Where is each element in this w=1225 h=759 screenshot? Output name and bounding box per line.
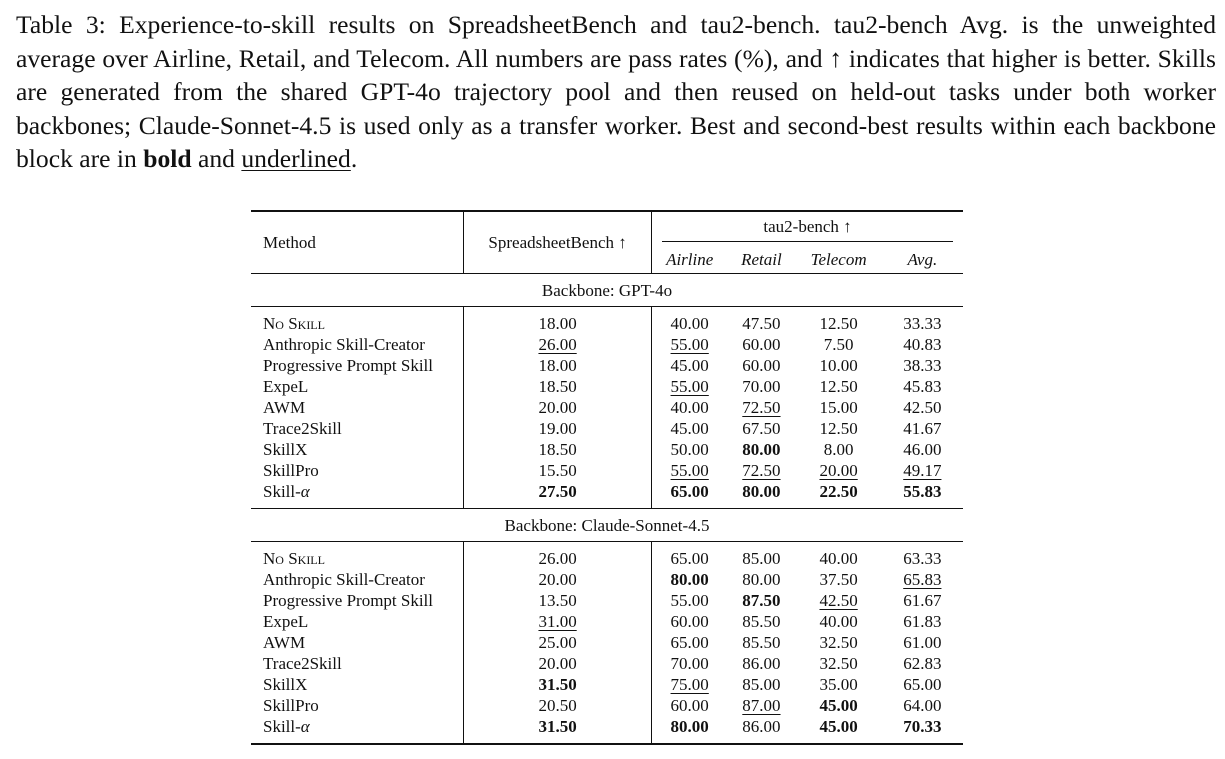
sb-value: 20.00 <box>538 398 577 417</box>
avg-value: 61.67 <box>903 591 942 610</box>
method-cell <box>251 439 464 460</box>
sb-value: 26.00 <box>538 335 577 354</box>
avg-cell <box>882 481 963 509</box>
sb-value: 15.50 <box>538 461 577 480</box>
retail-cell <box>727 418 795 439</box>
method-name: Progressive Prompt Skill <box>263 356 434 375</box>
method-cell <box>251 632 464 653</box>
sb-value: 18.00 <box>538 314 577 333</box>
telecom-value: 7.50 <box>823 335 854 354</box>
avg-cell <box>882 397 963 418</box>
header-row-1 <box>251 211 963 246</box>
caption-text: Table 3: Experience-to-skill results on SpreadsheetBench and tau2-bench. tau2-bench Avg. is the unweighted average over Airline, Retail, and Telecom. All numbers are pass rates (%), and ↑ indicates that higher is better. Skills are generated from the shared GPT-4o trajectory pool and then reused on held-out tasks under both worker backbones; Claude-Sonnet-4.5 is used only as a transfer worker. Best and second-best results within each backbone block are in <box>16 10 1216 173</box>
avg-cell <box>882 334 963 355</box>
telecom-value: 32.50 <box>819 633 858 652</box>
telecom-cell <box>796 307 882 335</box>
retail-cell <box>727 611 795 632</box>
airline-cell <box>652 376 728 397</box>
retail-value: 86.00 <box>742 654 781 673</box>
backbone-row <box>251 509 963 542</box>
retail-cell <box>727 355 795 376</box>
method-name: SkillPro <box>263 696 319 715</box>
table-row <box>251 397 963 418</box>
avg-value: 55.83 <box>903 482 942 501</box>
method-name: SkillX <box>263 440 308 459</box>
avg-cell <box>882 376 963 397</box>
telecom-cell <box>796 397 882 418</box>
sb-cell <box>464 418 652 439</box>
sb-cell <box>464 376 652 397</box>
retail-cell <box>727 542 795 570</box>
retail-value: 85.50 <box>742 612 781 631</box>
telecom-cell <box>796 569 882 590</box>
avg-cell <box>882 569 963 590</box>
method-name: ExpeL <box>263 612 309 631</box>
airline-cell <box>652 569 728 590</box>
retail-cell <box>727 569 795 590</box>
table-row <box>251 376 963 397</box>
avg-value: 65.83 <box>903 570 942 589</box>
caption-underlined-word: underlined <box>241 144 351 173</box>
sb-cell <box>464 334 652 355</box>
sb-value: 20.50 <box>538 696 577 715</box>
header-telecom: Telecom <box>810 249 867 269</box>
header-spreadsheetbench: SpreadsheetBench ↑ <box>464 211 652 274</box>
airline-cell <box>652 611 728 632</box>
sb-cell <box>464 569 652 590</box>
avg-cell <box>882 611 963 632</box>
sb-value: 31.50 <box>538 675 577 694</box>
telecom-value: 12.50 <box>819 314 858 333</box>
method-cell <box>251 569 464 590</box>
method-cell <box>251 611 464 632</box>
method-name: Skill- <box>263 482 301 501</box>
airline-value: 60.00 <box>670 696 709 715</box>
airline-value: 55.00 <box>670 377 709 396</box>
method-cell <box>251 355 464 376</box>
table-row <box>251 542 963 570</box>
telecom-value: 12.50 <box>819 419 858 438</box>
telecom-cell <box>796 376 882 397</box>
method-name: AWM <box>263 633 306 652</box>
table-row <box>251 569 963 590</box>
telecom-cell <box>796 334 882 355</box>
airline-value: 40.00 <box>670 398 709 417</box>
table-body <box>251 274 963 745</box>
retail-value: 86.00 <box>742 717 781 736</box>
table-row <box>251 307 963 335</box>
avg-cell <box>882 355 963 376</box>
retail-cell <box>727 439 795 460</box>
method-name: SkillPro <box>263 461 319 480</box>
airline-value: 45.00 <box>670 419 709 438</box>
sb-value: 25.00 <box>538 633 577 652</box>
telecom-cell <box>796 632 882 653</box>
sb-cell <box>464 632 652 653</box>
airline-value: 55.00 <box>670 591 709 610</box>
telecom-cell <box>796 590 882 611</box>
avg-cell <box>882 653 963 674</box>
retail-value: 80.00 <box>742 570 781 589</box>
avg-cell <box>882 695 963 716</box>
avg-value: 38.33 <box>903 356 942 375</box>
method-cell <box>251 653 464 674</box>
method-cell <box>251 542 464 570</box>
airline-value: 65.00 <box>670 482 709 501</box>
sb-value: 20.00 <box>538 570 577 589</box>
airline-value: 65.00 <box>670 633 709 652</box>
caption-bold-word: bold <box>143 144 192 173</box>
sb-cell <box>464 397 652 418</box>
airline-cell <box>652 307 728 335</box>
sb-value: 13.50 <box>538 591 577 610</box>
telecom-cell <box>796 418 882 439</box>
avg-cell <box>882 590 963 611</box>
retail-cell <box>727 460 795 481</box>
telecom-cell <box>796 481 882 509</box>
method-cell <box>251 376 464 397</box>
method-cell <box>251 590 464 611</box>
airline-cell <box>652 695 728 716</box>
avg-value: 42.50 <box>903 398 942 417</box>
method-alpha-symbol: α <box>300 482 310 501</box>
retail-value: 87.00 <box>742 696 781 715</box>
retail-value: 80.00 <box>742 440 781 459</box>
header-avg: Avg. <box>907 249 938 269</box>
sb-cell <box>464 695 652 716</box>
results-table <box>251 210 963 745</box>
avg-value: 70.33 <box>903 717 942 736</box>
airline-value: 80.00 <box>670 717 709 736</box>
retail-cell <box>727 376 795 397</box>
retail-value: 70.00 <box>742 377 781 396</box>
retail-value: 85.50 <box>742 633 781 652</box>
airline-cell <box>652 590 728 611</box>
table-row <box>251 460 963 481</box>
sb-cell <box>464 590 652 611</box>
airline-value: 80.00 <box>670 570 709 589</box>
sb-cell <box>464 307 652 335</box>
method-name: Trace2Skill <box>263 654 342 673</box>
telecom-cell <box>796 542 882 570</box>
method-cell <box>251 460 464 481</box>
table-row <box>251 632 963 653</box>
sb-value: 19.00 <box>538 419 577 438</box>
avg-value: 61.00 <box>903 633 942 652</box>
sb-cell <box>464 653 652 674</box>
retail-cell <box>727 632 795 653</box>
telecom-value: 37.50 <box>819 570 858 589</box>
method-cell <box>251 397 464 418</box>
telecom-value: 45.00 <box>819 717 858 736</box>
sb-cell <box>464 460 652 481</box>
airline-cell <box>652 632 728 653</box>
method-cell <box>251 716 464 744</box>
sb-cell <box>464 355 652 376</box>
airline-cell <box>652 674 728 695</box>
avg-value: 62.83 <box>903 654 942 673</box>
avg-cell <box>882 307 963 335</box>
telecom-cell <box>796 716 882 744</box>
table-row <box>251 355 963 376</box>
method-name: AWM <box>263 398 306 417</box>
avg-cell <box>882 542 963 570</box>
telecom-value: 32.50 <box>819 654 858 673</box>
telecom-value: 40.00 <box>819 612 858 631</box>
telecom-cell <box>796 611 882 632</box>
avg-value: 63.33 <box>903 549 942 568</box>
avg-value: 61.83 <box>903 612 942 631</box>
method-cell <box>251 418 464 439</box>
airline-value: 45.00 <box>670 356 709 375</box>
table-row <box>251 653 963 674</box>
method-cell <box>251 307 464 335</box>
table-row <box>251 334 963 355</box>
method-name: SkillX <box>263 675 308 694</box>
retail-cell <box>727 334 795 355</box>
airline-value: 75.00 <box>670 675 709 694</box>
retail-value: 47.50 <box>742 314 781 333</box>
table-row <box>251 590 963 611</box>
retail-value: 60.00 <box>742 335 781 354</box>
avg-cell <box>882 716 963 744</box>
avg-cell <box>882 439 963 460</box>
retail-value: 72.50 <box>742 461 781 480</box>
sb-value: 18.50 <box>538 377 577 396</box>
sb-cell <box>464 611 652 632</box>
airline-cell <box>652 439 728 460</box>
telecom-value: 12.50 <box>819 377 858 396</box>
table-row <box>251 611 963 632</box>
telecom-value: 35.00 <box>819 675 858 694</box>
method-alpha-symbol: α <box>300 717 310 736</box>
airline-value: 60.00 <box>670 612 709 631</box>
table-caption <box>16 8 1216 176</box>
sb-value: 18.50 <box>538 440 577 459</box>
avg-cell <box>882 674 963 695</box>
retail-value: 85.00 <box>742 675 781 694</box>
avg-value: 45.83 <box>903 377 942 396</box>
retail-cell <box>727 674 795 695</box>
airline-cell <box>652 653 728 674</box>
sb-value: 27.50 <box>538 482 577 501</box>
airline-cell <box>652 481 728 509</box>
header-tau2-bench-label: tau2-bench ↑ <box>662 217 953 242</box>
telecom-value: 15.00 <box>819 398 858 417</box>
retail-value: 60.00 <box>742 356 781 375</box>
method-name: Anthropic Skill-Creator <box>263 335 425 354</box>
sb-value: 26.00 <box>538 549 577 568</box>
airline-value: 55.00 <box>670 461 709 480</box>
telecom-cell <box>796 653 882 674</box>
method-cell <box>251 674 464 695</box>
method-cell <box>251 695 464 716</box>
airline-value: 65.00 <box>670 549 709 568</box>
backbone-row <box>251 274 963 307</box>
telecom-value: 42.50 <box>819 591 858 610</box>
caption-and: and <box>191 144 242 173</box>
telecom-cell <box>796 695 882 716</box>
retail-cell <box>727 653 795 674</box>
telecom-value: 45.00 <box>819 696 858 715</box>
table-row <box>251 695 963 716</box>
method-name: No Skill <box>263 549 325 568</box>
airline-cell <box>652 460 728 481</box>
avg-value: 41.67 <box>903 419 942 438</box>
method-cell <box>251 334 464 355</box>
method-name: Trace2Skill <box>263 419 342 438</box>
avg-cell <box>882 460 963 481</box>
table-row <box>251 674 963 695</box>
retail-cell <box>727 481 795 509</box>
airline-value: 40.00 <box>670 314 709 333</box>
airline-cell <box>652 397 728 418</box>
telecom-cell <box>796 460 882 481</box>
sb-cell <box>464 674 652 695</box>
sb-value: 20.00 <box>538 654 577 673</box>
telecom-cell <box>796 674 882 695</box>
telecom-value: 8.00 <box>823 440 854 459</box>
airline-cell <box>652 542 728 570</box>
method-name: ExpeL <box>263 377 309 396</box>
avg-value: 33.33 <box>903 314 942 333</box>
airline-value: 55.00 <box>670 335 709 354</box>
retail-cell <box>727 716 795 744</box>
sb-cell <box>464 439 652 460</box>
telecom-cell <box>796 439 882 460</box>
sb-value: 31.50 <box>538 717 577 736</box>
caption-period: . <box>350 144 358 173</box>
telecom-value: 10.00 <box>819 356 858 375</box>
header-method: Method <box>251 211 464 274</box>
sb-cell <box>464 542 652 570</box>
telecom-value: 22.50 <box>819 482 858 501</box>
avg-cell <box>882 632 963 653</box>
retail-value: 80.00 <box>742 482 781 501</box>
method-name: Anthropic Skill-Creator <box>263 570 425 589</box>
airline-cell <box>652 355 728 376</box>
method-name: Skill- <box>263 717 301 736</box>
table-row <box>251 439 963 460</box>
header-tau2-bench <box>652 211 963 246</box>
table-row <box>251 716 963 744</box>
airline-cell <box>652 418 728 439</box>
header-retail: Retail <box>741 249 782 269</box>
method-name: Progressive Prompt Skill <box>263 591 434 610</box>
retail-cell <box>727 397 795 418</box>
sb-value: 18.00 <box>538 356 577 375</box>
telecom-cell <box>796 355 882 376</box>
telecom-value: 40.00 <box>819 549 858 568</box>
retail-cell <box>727 590 795 611</box>
method-name: No Skill <box>263 314 325 333</box>
telecom-value: 20.00 <box>819 461 858 480</box>
avg-cell <box>882 418 963 439</box>
retail-value: 87.50 <box>742 591 781 610</box>
backbone-title: Backbone: GPT-4o <box>251 274 963 307</box>
avg-value: 65.00 <box>903 675 942 694</box>
retail-value: 67.50 <box>742 419 781 438</box>
avg-value: 49.17 <box>903 461 942 480</box>
airline-value: 70.00 <box>670 654 709 673</box>
airline-cell <box>652 334 728 355</box>
retail-cell <box>727 695 795 716</box>
avg-value: 46.00 <box>903 440 942 459</box>
table-row <box>251 418 963 439</box>
header-airline: Airline <box>666 249 714 269</box>
retail-value: 85.00 <box>742 549 781 568</box>
retail-value: 72.50 <box>742 398 781 417</box>
sb-cell <box>464 481 652 509</box>
avg-value: 64.00 <box>903 696 942 715</box>
airline-cell <box>652 716 728 744</box>
retail-cell <box>727 307 795 335</box>
sb-value: 31.00 <box>538 612 577 631</box>
sb-cell <box>464 716 652 744</box>
backbone-title: Backbone: Claude-Sonnet-4.5 <box>251 509 963 542</box>
table-header <box>251 211 963 274</box>
avg-value: 40.83 <box>903 335 942 354</box>
airline-value: 50.00 <box>670 440 709 459</box>
method-cell <box>251 481 464 509</box>
table-row <box>251 481 963 509</box>
